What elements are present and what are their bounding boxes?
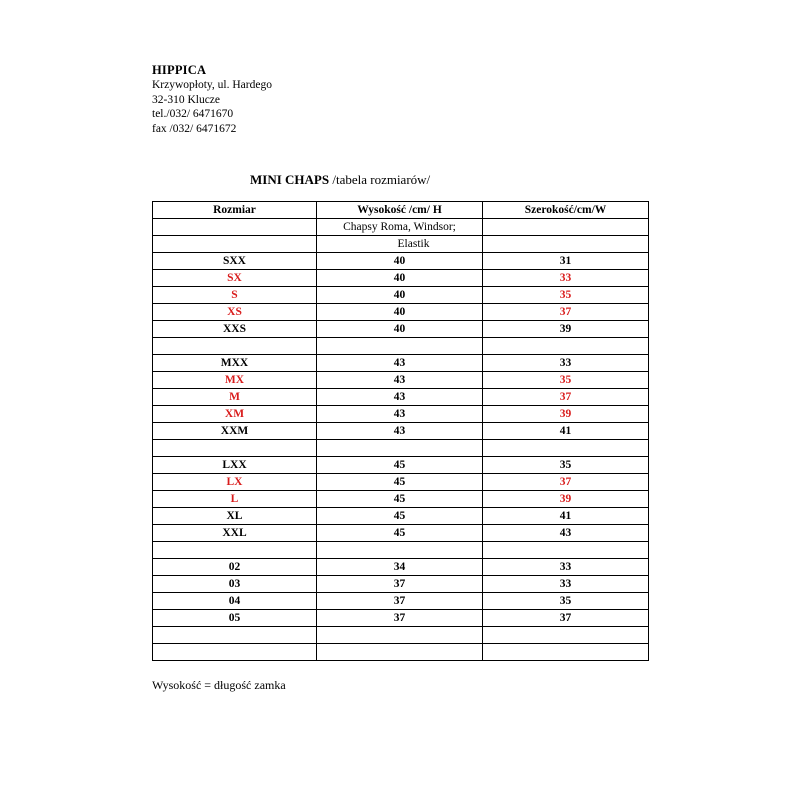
company-fax: fax /032/ 6471672 — [152, 123, 237, 136]
cell-height — [317, 627, 483, 644]
company-address-block — [152, 62, 272, 137]
cell-width: 33 — [483, 559, 649, 576]
company-name: HIPPICA — [152, 63, 207, 77]
table-row — [153, 270, 649, 287]
cell-height: 40 — [317, 270, 483, 287]
subheader2-empty-cell-right — [483, 236, 649, 253]
table-row — [153, 457, 649, 474]
subheader-models-line-1: Chapsy Roma, Windsor; — [317, 219, 483, 236]
cell-width: 37 — [483, 389, 649, 406]
cell-width: 43 — [483, 525, 649, 542]
cell-height — [317, 542, 483, 559]
subheader-empty-cell-right — [483, 219, 649, 236]
cell-width: 33 — [483, 576, 649, 593]
cell-size: 02 — [153, 559, 317, 576]
cell-width — [483, 644, 649, 661]
cell-size: MXX — [153, 355, 317, 372]
cell-size — [153, 542, 317, 559]
cell-height: 43 — [317, 423, 483, 440]
cell-width: 37 — [483, 610, 649, 627]
cell-height: 43 — [317, 406, 483, 423]
cell-width: 33 — [483, 355, 649, 372]
cell-height: 45 — [317, 474, 483, 491]
cell-width — [483, 338, 649, 355]
cell-height: 40 — [317, 321, 483, 338]
cell-height: 43 — [317, 372, 483, 389]
cell-width: 33 — [483, 270, 649, 287]
cell-size: XS — [153, 304, 317, 321]
cell-height: 40 — [317, 287, 483, 304]
cell-width: 37 — [483, 474, 649, 491]
cell-width: 37 — [483, 304, 649, 321]
cell-width: 35 — [483, 372, 649, 389]
size-chart-table — [152, 201, 649, 661]
cell-size: L — [153, 491, 317, 508]
cell-size: XXL — [153, 525, 317, 542]
table-subheader-row — [153, 219, 649, 236]
cell-height — [317, 338, 483, 355]
cell-height: 45 — [317, 525, 483, 542]
footnote: Wysokość = długość zamka — [152, 678, 286, 692]
table-row — [153, 304, 649, 321]
table-header-row — [153, 202, 649, 219]
cell-size — [153, 627, 317, 644]
cell-width — [483, 627, 649, 644]
cell-size — [153, 440, 317, 457]
cell-height: 43 — [317, 389, 483, 406]
table-row — [153, 610, 649, 627]
cell-size: XXS — [153, 321, 317, 338]
table-row — [153, 644, 649, 661]
cell-width: 39 — [483, 406, 649, 423]
cell-height — [317, 440, 483, 457]
subheader2-empty-cell — [153, 236, 317, 253]
table-row — [153, 474, 649, 491]
cell-width: 41 — [483, 508, 649, 525]
table-row — [153, 542, 649, 559]
column-header-height: Wysokość /cm/ H — [317, 202, 483, 219]
cell-height: 34 — [317, 559, 483, 576]
cell-size: 05 — [153, 610, 317, 627]
cell-size: XL — [153, 508, 317, 525]
table-row — [153, 491, 649, 508]
table-row — [153, 355, 649, 372]
subheader-models-line-2: Elastik — [317, 236, 483, 253]
cell-width: 39 — [483, 491, 649, 508]
cell-size: 04 — [153, 593, 317, 610]
table-row — [153, 321, 649, 338]
company-phone: tel./032/ 6471670 — [152, 108, 234, 121]
cell-width — [483, 440, 649, 457]
cell-width: 35 — [483, 593, 649, 610]
company-address-line-1: Krzywopłoty, ul. Hardego — [152, 79, 272, 91]
table-row — [153, 389, 649, 406]
cell-size — [153, 338, 317, 355]
page-title-rest: /tabela rozmiarów/ — [329, 172, 431, 187]
cell-height: 40 — [317, 304, 483, 321]
cell-size: M — [153, 389, 317, 406]
cell-size: SX — [153, 270, 317, 287]
cell-size: LX — [153, 474, 317, 491]
cell-height: 45 — [317, 491, 483, 508]
cell-height: 43 — [317, 355, 483, 372]
table-row — [153, 576, 649, 593]
table-row — [153, 525, 649, 542]
table-row — [153, 508, 649, 525]
page-title-strong: MINI CHAPS — [250, 172, 330, 187]
table-row — [153, 406, 649, 423]
table-row — [153, 287, 649, 304]
cell-height: 40 — [317, 253, 483, 270]
cell-size: LXX — [153, 457, 317, 474]
cell-width — [483, 542, 649, 559]
column-header-size: Rozmiar — [153, 202, 317, 219]
cell-size: XM — [153, 406, 317, 423]
table-row — [153, 338, 649, 355]
table-head — [153, 202, 649, 219]
page-title — [250, 172, 430, 188]
cell-width: 41 — [483, 423, 649, 440]
cell-height — [317, 644, 483, 661]
cell-width: 31 — [483, 253, 649, 270]
table-body — [153, 219, 649, 661]
cell-size: 03 — [153, 576, 317, 593]
company-address-line-2: 32-310 Klucze — [152, 93, 221, 106]
cell-size: SXX — [153, 253, 317, 270]
cell-width: 35 — [483, 287, 649, 304]
cell-size: MX — [153, 372, 317, 389]
subheader-empty-cell — [153, 219, 317, 236]
table-row — [153, 593, 649, 610]
table-row — [153, 253, 649, 270]
cell-width: 35 — [483, 457, 649, 474]
cell-size — [153, 644, 317, 661]
cell-width: 39 — [483, 321, 649, 338]
table-row — [153, 440, 649, 457]
cell-height: 37 — [317, 610, 483, 627]
cell-height: 37 — [317, 576, 483, 593]
column-header-width: Szerokość/cm/W — [483, 202, 649, 219]
table-row — [153, 423, 649, 440]
table-row — [153, 627, 649, 644]
table-row — [153, 559, 649, 576]
cell-height: 45 — [317, 508, 483, 525]
table-subheader-row-2 — [153, 236, 649, 253]
cell-height: 45 — [317, 457, 483, 474]
table-row — [153, 372, 649, 389]
cell-size: S — [153, 287, 317, 304]
cell-size: XXM — [153, 423, 317, 440]
cell-height: 37 — [317, 593, 483, 610]
